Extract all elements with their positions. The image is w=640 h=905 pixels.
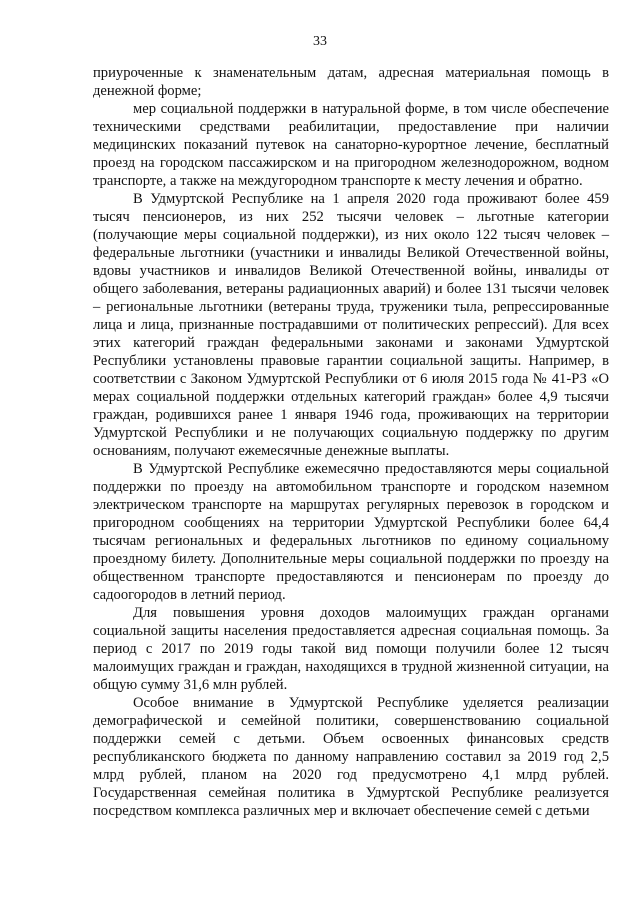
paragraph: мер социальной поддержки в натуральной форме, в том числе обеспечение техническими средствами реабилитации, предоставление при наличии медицинских показаний путевок на санаторно-курортное лечение, бесплатный проезд на городском пассажирском и на пригородном железнодорожном, водном транспорте, а также на междугородном транспорте к месту лечения и обратно. <box>93 101 609 189</box>
paragraph: В Удмуртской Республике ежемесячно предоставляются меры социальной поддержки по проезду на автомобильном транспорте и городском наземном электрическом транспорте на маршрутах регулярных перевозок в городском и пригородном сообщениях на территории Удмуртской Республики более 64,4 тысячам региональных и федеральных льготников по единому социальному проездному билету. Дополнительные меры социальной поддержки по проезду на общественном транспорте предоставляются и пенсионерам по проезду до садоогородов в летний период. <box>93 461 609 603</box>
paragraph: Особое внимание в Удмуртской Республике уделяется реализации демографической и семейной политики, совершенствованию социальной поддержки семей с детьми. Объем освоенных финансовых средств республиканского бюджета по данному направлению составил за 2019 год 2,5 млрд рублей, планом на 2020 год предусмотрено 4,1 млрд рублей. Государственная семейная политика в Удмуртской Республике реализуется посредством комплекса различных мер и включает обеспечение семей с детьми <box>93 695 609 819</box>
paragraph-continuation: приуроченные к знаменательным датам, адресная материальная помощь в денежной форме; <box>93 65 609 99</box>
page-number: 33 <box>313 34 327 49</box>
paragraph: В Удмуртской Республике на 1 апреля 2020 года проживают более 459 тысяч пенсионеров, из них 252 тысячи человек – льготные категории (получающие меры социальной поддержки), из них около 122 тысяч человек – федеральные льготники (участники и инвалиды Великой Отечественной войны, вдовы участников и инвалидов Великой Отечественной войны, инвалиды от общего заболевания, ветераны радиационных аварий) и более 131 тысячи человек – региональные льготники (ветераны труда, труженики тыла, репрессированные лица и лица, признанные пострадавшими от политических репрессий). Для всех этих категорий граждан федеральными законами и законами Удмуртской Республики установлены правовые гарантии социальной защиты. Например, в соответствии с Законом Удмуртской Республики от 6 июля 2015 года № 41-РЗ «О мерах социальной поддержки отдельных категорий граждан» более 4,9 тысячи граждан, родившихся ранее 1 января 1946 года, проживающих на территории Удмуртской Республики и не получающих социальную поддержку по другим основаниям, получают ежемесячные денежные выплаты. <box>93 191 609 459</box>
body-text <box>93 64 609 820</box>
paragraph: Для повышения уровня доходов малоимущих граждан органами социальной защиты населения предоставляется адресная социальная помощь. За период с 2017 по 2019 годы такой вид помощи получили более 12 тысяч малоимущих граждан и граждан, находящихся в трудной жизненной ситуации, на общую сумму 31,6 млн рублей. <box>93 605 609 693</box>
